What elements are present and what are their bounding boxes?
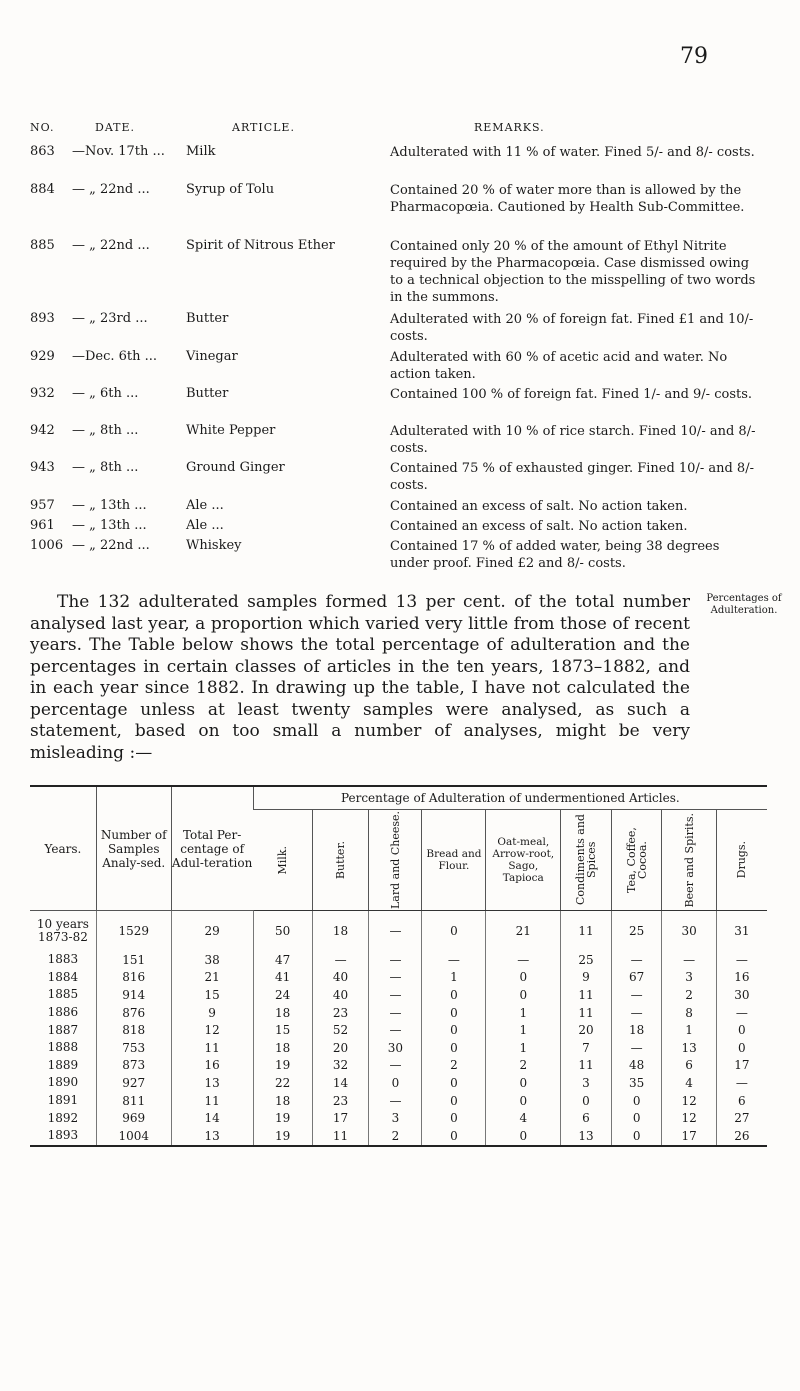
cell-tea: 67 <box>611 969 662 987</box>
cell-beer: 6 <box>662 1057 716 1075</box>
cell-lard: — <box>369 969 422 987</box>
header-total: Total Per-centage of Adul-teration <box>171 786 253 911</box>
entry-date: — „ 22nd ... <box>72 538 150 553</box>
cell-oatmeal: — <box>486 951 561 969</box>
cell-drugs: 6 <box>716 1092 767 1110</box>
margin-note: Percentages of Adulteration. <box>706 593 782 616</box>
cell-tea: 35 <box>611 1074 662 1092</box>
cell-samples: 818 <box>96 1021 171 1039</box>
entry-article: Ale ... <box>186 518 224 533</box>
cell-year: 1890 <box>47 1075 79 1090</box>
cell-condiments: 11 <box>561 986 612 1004</box>
cell-drugs: 27 <box>716 1109 767 1127</box>
cell-lard: 0 <box>369 1074 422 1092</box>
cell-condiments: 3 <box>561 1074 612 1092</box>
cell-tea: 25 <box>611 911 662 952</box>
cell-beer: 13 <box>662 1039 716 1057</box>
cell-milk: 22 <box>253 1074 312 1092</box>
cell-butter: 11 <box>312 1127 369 1146</box>
header-beer <box>662 810 716 911</box>
entry-number: 893 <box>30 311 55 326</box>
cell-condiments: 7 <box>561 1039 612 1057</box>
header-tea <box>611 810 662 911</box>
cell-tea: 0 <box>611 1092 662 1110</box>
entry-date: — „ 23rd ... <box>72 311 148 326</box>
column-header-no: NO. <box>30 121 55 134</box>
cell-total: 11 <box>171 1092 253 1110</box>
cell-butter: 40 <box>312 969 369 987</box>
cell-bread: 0 <box>422 1039 486 1057</box>
cell-drugs: 30 <box>716 986 767 1004</box>
cell-beer: 8 <box>662 1004 716 1022</box>
entry-date: — „ 22nd ... <box>72 238 150 253</box>
cell-samples: 811 <box>96 1092 171 1110</box>
cell-milk: 19 <box>253 1057 312 1075</box>
entry-article: Vinegar <box>186 349 238 364</box>
cell-condiments: 13 <box>561 1127 612 1146</box>
cell-tea: — <box>611 1004 662 1022</box>
cell-beer: 1 <box>662 1021 716 1039</box>
cell-total: 38 <box>171 951 253 969</box>
cell-total: 15 <box>171 986 253 1004</box>
entry-article: Spirit of Nitrous Ether <box>186 238 335 253</box>
table-row <box>30 1004 767 1022</box>
cell-samples: 1004 <box>96 1127 171 1146</box>
table-row <box>30 1092 767 1110</box>
header-group: Percentage of Adulteration of undermentioned Articles. <box>253 786 767 810</box>
body-paragraph <box>30 592 690 764</box>
header-years: Years. <box>30 786 96 911</box>
cell-oatmeal: 1 <box>486 1004 561 1022</box>
cell-oatmeal: 0 <box>486 1074 561 1092</box>
entry-remarks: Adulterated with 11 % of water. Fined 5/- and 8/- costs. <box>390 145 755 160</box>
cell-butter: 14 <box>312 1074 369 1092</box>
header-drugs <box>716 810 767 911</box>
cell-total: 11 <box>171 1039 253 1057</box>
cell-samples: 873 <box>96 1057 171 1075</box>
cell-total: 21 <box>171 969 253 987</box>
entry-number: 929 <box>30 349 55 364</box>
cell-total: 13 <box>171 1074 253 1092</box>
cell-bread: 0 <box>422 1004 486 1022</box>
entry-remarks: Contained 75 % of exhausted ginger. Fined 10/- and 8/- costs. <box>390 461 754 493</box>
cell-total: 9 <box>171 1004 253 1022</box>
entry-article: Butter <box>186 386 229 401</box>
cell-condiments: 11 <box>561 1004 612 1022</box>
cell-year: 1887 <box>47 1022 79 1037</box>
cell-year: 1892 <box>47 1110 79 1125</box>
header-tea-text: Tea, Coffee, Cocoa. <box>624 827 649 893</box>
paragraph-text: The 132 adulterated samples formed 13 per cent. of the total number analysed last year, a proportion which varied very little from those of recent years. The Table below shows the total percentage of adulteration and the percentages in certain classes of articles in the ten years, 1873–1882, and in each year since 1882. In drawing up the table, I have not calculated the percentage unless at least twenty samples were analysed, as such a statement, based on too small a number of analyses, might be very misleading :— <box>30 592 690 763</box>
cell-year: 1889 <box>47 1057 79 1072</box>
entry-article: Milk <box>186 144 216 159</box>
cell-total: 12 <box>171 1021 253 1039</box>
cell-drugs: — <box>716 1074 767 1092</box>
table-row <box>30 951 767 969</box>
cell-drugs: — <box>716 1004 767 1022</box>
cell-samples: 1529 <box>96 911 171 952</box>
cell-condiments: 25 <box>561 951 612 969</box>
header-bread: Bread and Flour. <box>422 810 486 911</box>
table-row <box>30 1074 767 1092</box>
header-milk-text: Milk. <box>275 845 289 875</box>
cell-total: 29 <box>171 911 253 952</box>
cell-bread: 0 <box>422 1074 486 1092</box>
cell-beer: 12 <box>662 1092 716 1110</box>
entry-article: Syrup of Tolu <box>186 182 275 197</box>
entry-number: 943 <box>30 460 55 475</box>
entry-remarks: Contained 100 % of foreign fat. Fined 1/- and 9/- costs. <box>390 387 753 402</box>
cell-milk: 15 <box>253 1021 312 1039</box>
entry-date: — „ 8th ... <box>72 460 139 475</box>
cell-milk: 24 <box>253 986 312 1004</box>
cell-butter: 40 <box>312 986 369 1004</box>
entry-number: 942 <box>30 423 55 438</box>
cell-lard: — <box>369 1092 422 1110</box>
entry-date: —Dec. 6th ... <box>72 349 158 364</box>
header-drugs-text: Drugs. <box>735 841 749 879</box>
cell-bread: 0 <box>422 911 486 952</box>
cell-tea: 48 <box>611 1057 662 1075</box>
cell-condiments: 11 <box>561 1057 612 1075</box>
cell-lard: — <box>369 1021 422 1039</box>
cell-lard: 30 <box>369 1039 422 1057</box>
cell-bread: 1 <box>422 969 486 987</box>
cell-beer: 12 <box>662 1109 716 1127</box>
cell-samples: 914 <box>96 986 171 1004</box>
entry-number: 932 <box>30 386 55 401</box>
cell-milk: 19 <box>253 1127 312 1146</box>
header-beer-text: Beer and Spirits. <box>682 812 696 908</box>
table-row <box>30 1127 767 1146</box>
header-condiments <box>561 810 612 911</box>
cell-samples: 969 <box>96 1109 171 1127</box>
entry-article: Butter <box>186 311 229 326</box>
cell-butter: 32 <box>312 1057 369 1075</box>
entry-remarks: Contained an excess of salt. No action taken. <box>390 499 688 514</box>
entry-article: White Pepper <box>186 423 276 438</box>
entry-article: Ground Ginger <box>186 460 285 475</box>
cell-beer: 2 <box>662 986 716 1004</box>
cell-drugs: 16 <box>716 969 767 987</box>
cell-year: 1885 <box>47 987 79 1002</box>
cell-lard: — <box>369 1057 422 1075</box>
cell-oatmeal: 2 <box>486 1057 561 1075</box>
cell-condiments: 9 <box>561 969 612 987</box>
cell-bread: 0 <box>422 1127 486 1146</box>
cell-condiments: 11 <box>561 911 612 952</box>
entry-number: 1006 <box>30 538 64 553</box>
cell-samples: 816 <box>96 969 171 987</box>
cell-bread: 0 <box>422 986 486 1004</box>
entry-number: 863 <box>30 144 55 159</box>
cell-total: 14 <box>171 1109 253 1127</box>
cell-condiments: 6 <box>561 1109 612 1127</box>
cell-lard: — <box>369 986 422 1004</box>
cell-samples: 927 <box>96 1074 171 1092</box>
table-row <box>30 1109 767 1127</box>
cell-lard: 2 <box>369 1127 422 1146</box>
cell-oatmeal: 0 <box>486 1127 561 1146</box>
cell-year: 1886 <box>47 1005 79 1020</box>
cell-tea: 0 <box>611 1127 662 1146</box>
cell-year: 1884 <box>47 969 79 984</box>
cell-bread: — <box>422 951 486 969</box>
entry-remarks: Contained 20 % of water more than is allowed by the Pharmacopœia. Cautioned by Health Sub-Committee. <box>390 183 745 215</box>
cell-butter: 23 <box>312 1004 369 1022</box>
cell-samples: 876 <box>96 1004 171 1022</box>
cell-oatmeal: 1 <box>486 1021 561 1039</box>
cell-condiments: 0 <box>561 1092 612 1110</box>
cell-drugs: 31 <box>716 911 767 952</box>
cell-samples: 151 <box>96 951 171 969</box>
cell-beer: 17 <box>662 1127 716 1146</box>
cell-tea: 18 <box>611 1021 662 1039</box>
entry-date: — „ 13th ... <box>72 518 147 533</box>
cell-oatmeal: 21 <box>486 911 561 952</box>
cell-bread: 0 <box>422 1109 486 1127</box>
cell-lard: 3 <box>369 1109 422 1127</box>
entry-number: 957 <box>30 498 55 513</box>
cell-oatmeal: 4 <box>486 1109 561 1127</box>
entry-remarks: Contained an excess of salt. No action taken. <box>390 519 688 534</box>
entry-remarks: Adulterated with 20 % of foreign fat. Fined £1 and 10/- costs. <box>390 312 754 344</box>
entry-date: — „ 22nd ... <box>72 182 150 197</box>
header-milk <box>253 810 312 911</box>
cell-samples: 753 <box>96 1039 171 1057</box>
cell-butter: — <box>312 951 369 969</box>
table-row <box>30 1057 767 1075</box>
header-lard-text: Lard and Cheese. <box>388 810 402 909</box>
cell-milk: 47 <box>253 951 312 969</box>
entry-remarks: Adulterated with 60 % of acetic acid and water. No action taken. <box>390 350 728 382</box>
cell-lard: — <box>369 1004 422 1022</box>
cell-drugs: 0 <box>716 1021 767 1039</box>
cell-total: 13 <box>171 1127 253 1146</box>
table-row <box>30 1039 767 1057</box>
cell-milk: 41 <box>253 969 312 987</box>
cell-oatmeal: 0 <box>486 1092 561 1110</box>
cell-beer: — <box>662 951 716 969</box>
entry-number: 885 <box>30 238 55 253</box>
cell-butter: 18 <box>312 911 369 952</box>
cell-bread: 2 <box>422 1057 486 1075</box>
header-condiments-text: Condiments and Spices <box>574 814 598 906</box>
column-header-date: DATE. <box>95 121 136 134</box>
entry-remarks: Adulterated with 10 % of rice starch. Fined 10/- and 8/- costs. <box>390 424 756 456</box>
table-row <box>30 986 767 1004</box>
cell-milk: 50 <box>253 911 312 952</box>
cell-lard: — <box>369 951 422 969</box>
cell-tea: 0 <box>611 1109 662 1127</box>
cell-drugs: 17 <box>716 1057 767 1075</box>
cell-oatmeal: 1 <box>486 1039 561 1057</box>
cell-total: 16 <box>171 1057 253 1075</box>
cell-beer: 30 <box>662 911 716 952</box>
cell-tea: — <box>611 951 662 969</box>
cell-milk: 19 <box>253 1109 312 1127</box>
cell-year: 10 years 1873-82 <box>36 917 89 944</box>
cell-milk: 18 <box>253 1039 312 1057</box>
entry-date: — „ 13th ... <box>72 498 147 513</box>
cell-butter: 20 <box>312 1039 369 1057</box>
cell-beer: 4 <box>662 1074 716 1092</box>
cell-condiments: 20 <box>561 1021 612 1039</box>
cell-drugs: 26 <box>716 1127 767 1146</box>
cell-year: 1891 <box>47 1093 79 1108</box>
cell-drugs: 0 <box>716 1039 767 1057</box>
adulteration-table <box>30 785 767 1147</box>
cell-butter: 52 <box>312 1021 369 1039</box>
column-header-article: ARTICLE. <box>232 121 295 134</box>
cell-year: 1888 <box>47 1040 79 1055</box>
table-row <box>30 1021 767 1039</box>
table-row <box>30 911 767 952</box>
entry-remarks: Contained 17 % of added water, being 38 degrees under proof. Fined £2 and 8/- costs. <box>390 539 720 571</box>
cell-tea: — <box>611 1039 662 1057</box>
cell-butter: 23 <box>312 1092 369 1110</box>
cell-lard: — <box>369 911 422 952</box>
cell-year: 1893 <box>30 1127 96 1146</box>
header-samples: Number of Samples Analy-sed. <box>96 786 171 911</box>
cell-beer: 3 <box>662 969 716 987</box>
cell-bread: 0 <box>422 1092 486 1110</box>
table-row <box>30 969 767 987</box>
entry-number: 884 <box>30 182 55 197</box>
cell-bread: 0 <box>422 1021 486 1039</box>
cell-butter: 17 <box>312 1109 369 1127</box>
header-lard <box>369 810 422 911</box>
entry-remarks: Contained only 20 % of the amount of Ethyl Nitrite required by the Pharmacopœia. Case dismissed owing to a technical objection to the misspelling of two words in the summons. <box>390 239 756 305</box>
cell-milk: 18 <box>253 1004 312 1022</box>
header-butter <box>312 810 369 911</box>
cell-tea: — <box>611 986 662 1004</box>
column-header-remarks: REMARKS. <box>474 121 545 134</box>
entry-number: 961 <box>30 518 55 533</box>
cell-oatmeal: 0 <box>486 986 561 1004</box>
cell-milk: 18 <box>253 1092 312 1110</box>
header-butter-text: Butter. <box>334 840 348 880</box>
header-oatmeal: Oat-meal, Arrow-root, Sago, Tapioca <box>486 810 561 911</box>
entry-article: Whiskey <box>186 538 242 553</box>
entry-date: —Nov. 17th ... <box>72 144 165 159</box>
page-number: 79 <box>680 44 708 69</box>
cell-oatmeal: 0 <box>486 969 561 987</box>
entry-date: — „ 8th ... <box>72 423 139 438</box>
entry-article: Ale ... <box>186 498 224 513</box>
entry-date: — „ 6th ... <box>72 386 139 401</box>
cell-drugs: — <box>716 951 767 969</box>
cell-year: 1883 <box>47 952 79 967</box>
